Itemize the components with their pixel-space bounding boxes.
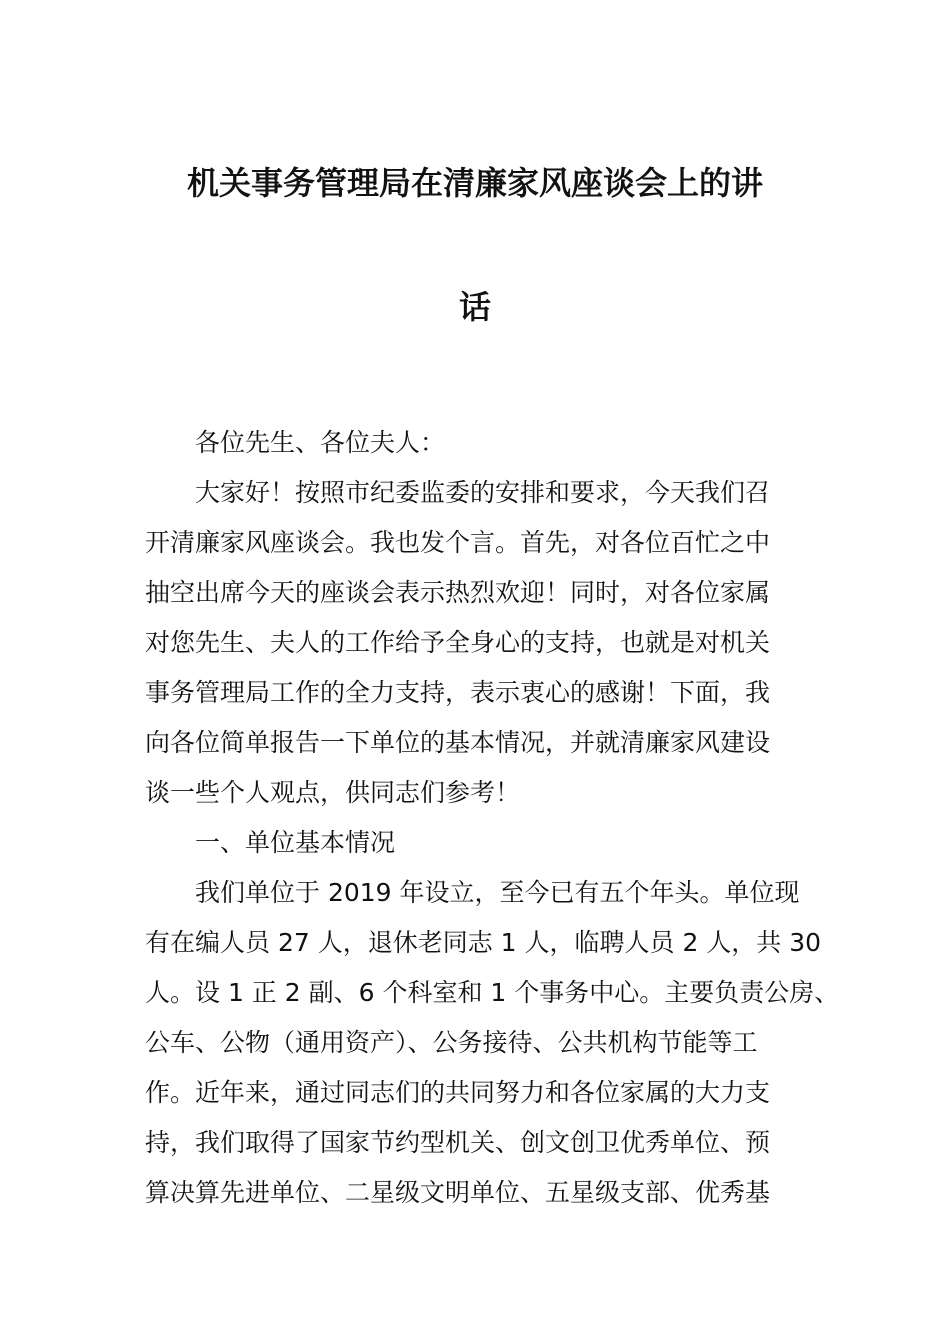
document-title-line-2: 话 — [458, 288, 491, 326]
paragraph-line: 开清廉家风座谈会。我也发个言。首先，对各位百忙之中 — [145, 528, 771, 557]
paragraph-line: 算决算先进单位、二星级文明单位、五星级支部、优秀基 — [145, 1178, 771, 1207]
paragraph-line: 我们单位于 2019 年设立，至今已有五个年头。单位现 — [195, 878, 800, 907]
document-body — [145, 418, 840, 1218]
paragraph-line: 事务管理局工作的全力支持，表示衷心的感谢！下面，我 — [145, 678, 771, 707]
salutation: 各位先生、各位夫人： — [195, 428, 446, 457]
paragraph-line: 向各位简单报告一下单位的基本情况，并就清廉家风建设 — [145, 728, 771, 757]
paragraph-line: 公车、公物（通用资产）、公务接待、公共机构节能等工 — [145, 1028, 758, 1057]
section-heading: 一、单位基本情况 — [195, 828, 396, 857]
paragraph-line: 人。设 1 正 2 副、6 个科室和 1 个事务中心。主要负责公房、 — [145, 978, 840, 1007]
document-title-line-1: 机关事务管理局在清廉家风座谈会上的讲 — [186, 164, 763, 202]
paragraph-line: 抽空出席今天的座谈会表示热烈欢迎！同时，对各位家属 — [145, 578, 771, 607]
paragraph-line: 大家好！按照市纪委监委的安排和要求，今天我们召 — [195, 478, 771, 507]
paragraph-line: 对您先生、夫人的工作给予全身心的支持，也就是对机关 — [145, 628, 771, 657]
paragraph-line: 有在编人员 27 人，退休老同志 1 人，临聘人员 2 人，共 30 — [145, 928, 822, 957]
paragraph-line: 谈一些个人观点，供同志们参考！ — [145, 778, 521, 807]
paragraph-line: 持，我们取得了国家节约型机关、创文创卫优秀单位、预 — [145, 1128, 771, 1157]
paragraph-line: 作。近年来，通过同志们的共同努力和各位家属的大力支 — [145, 1078, 771, 1107]
